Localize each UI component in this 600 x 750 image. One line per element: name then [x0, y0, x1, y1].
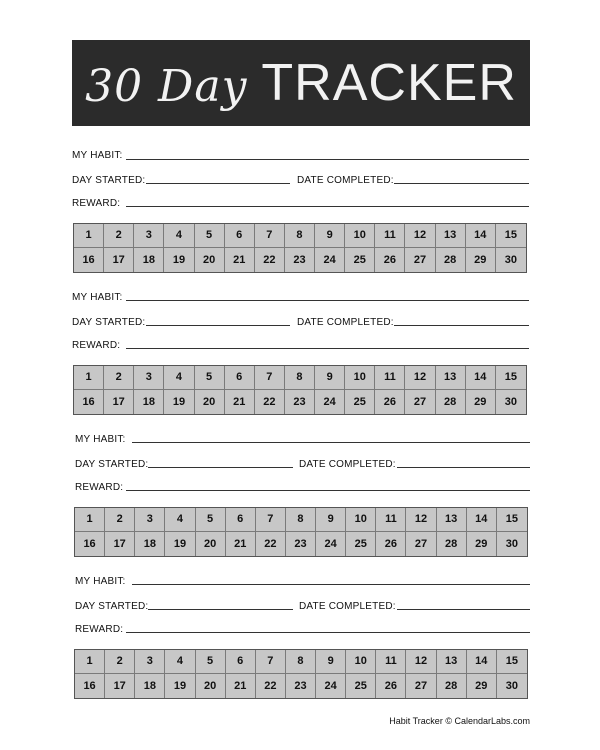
day-cell[interactable]: 8 — [285, 366, 315, 390]
day-cell[interactable]: 9 — [316, 508, 346, 532]
my-habit-label-4: MY HABIT: — [75, 576, 126, 587]
day-cell[interactable]: 14 — [466, 224, 496, 248]
day-cell[interactable]: 2 — [104, 224, 134, 248]
day-cell[interactable]: 16 — [75, 674, 105, 698]
date-completed-line-4[interactable] — [397, 609, 530, 610]
title-banner — [72, 40, 530, 126]
day-cell[interactable]: 9 — [316, 650, 346, 674]
my-habit-line-4[interactable] — [132, 584, 530, 585]
day-cell[interactable]: 20 — [195, 248, 225, 272]
day-cell[interactable]: 21 — [226, 532, 256, 556]
day-cell[interactable]: 12 — [405, 224, 435, 248]
day-cell[interactable]: 14 — [466, 366, 496, 390]
day-cell[interactable]: 29 — [466, 390, 496, 414]
day-cell[interactable]: 26 — [376, 532, 406, 556]
day-cell[interactable]: 16 — [74, 390, 104, 414]
day-cell[interactable]: 29 — [466, 248, 496, 272]
day-cell[interactable]: 28 — [437, 532, 467, 556]
day-cell[interactable]: 5 — [196, 508, 226, 532]
day-cell[interactable]: 30 — [496, 248, 526, 272]
day-cell[interactable]: 10 — [346, 650, 376, 674]
day-cell[interactable]: 3 — [135, 650, 165, 674]
day-cell[interactable]: 27 — [406, 674, 436, 698]
day-cell[interactable]: 28 — [437, 674, 467, 698]
day-cell[interactable]: 3 — [134, 224, 164, 248]
day-started-label-3: DAY STARTED: — [75, 459, 149, 470]
day-cell[interactable]: 24 — [316, 674, 346, 698]
day-cell[interactable]: 15 — [496, 366, 526, 390]
date-completed-label-2: DATE COMPLETED: — [297, 317, 394, 328]
day-grid-1 — [73, 223, 527, 273]
day-cell[interactable]: 20 — [196, 674, 226, 698]
day-cell[interactable]: 30 — [497, 674, 527, 698]
day-cell[interactable]: 29 — [467, 674, 497, 698]
day-cell[interactable]: 18 — [134, 248, 164, 272]
day-grid-4 — [74, 649, 528, 699]
day-cell[interactable]: 8 — [286, 508, 316, 532]
day-cell[interactable]: 26 — [375, 390, 405, 414]
day-cell[interactable]: 6 — [226, 508, 256, 532]
day-cell[interactable]: 19 — [164, 248, 194, 272]
day-cell[interactable]: 19 — [164, 390, 194, 414]
day-cell[interactable]: 24 — [315, 248, 345, 272]
day-cell[interactable]: 7 — [256, 650, 286, 674]
day-cell[interactable]: 23 — [286, 674, 316, 698]
day-cell[interactable]: 21 — [225, 248, 255, 272]
day-cell[interactable]: 28 — [436, 248, 466, 272]
day-cell[interactable]: 1 — [75, 508, 105, 532]
day-cell[interactable]: 15 — [497, 650, 527, 674]
day-cell[interactable]: 11 — [375, 366, 405, 390]
day-cell[interactable]: 1 — [74, 366, 104, 390]
day-cell[interactable]: 3 — [135, 508, 165, 532]
day-cell[interactable]: 7 — [255, 224, 285, 248]
day-cell[interactable]: 15 — [496, 224, 526, 248]
date-completed-label-4: DATE COMPLETED: — [299, 601, 396, 612]
day-cell[interactable]: 12 — [406, 650, 436, 674]
my-habit-line-3[interactable] — [132, 442, 530, 443]
day-cell[interactable]: 25 — [346, 674, 376, 698]
reward-line-2[interactable] — [126, 348, 529, 349]
day-cell[interactable]: 30 — [496, 390, 526, 414]
day-cell[interactable]: 5 — [195, 224, 225, 248]
day-cell[interactable]: 12 — [405, 366, 435, 390]
day-cell[interactable]: 24 — [316, 532, 346, 556]
day-cell[interactable]: 21 — [226, 674, 256, 698]
reward-line-3[interactable] — [126, 490, 530, 491]
day-cell[interactable]: 3 — [134, 366, 164, 390]
day-cell[interactable]: 5 — [196, 650, 226, 674]
day-cell[interactable]: 2 — [105, 650, 135, 674]
day-cell[interactable]: 6 — [225, 366, 255, 390]
day-cell[interactable]: 10 — [345, 224, 375, 248]
day-cell[interactable]: 2 — [105, 508, 135, 532]
day-started-line-1[interactable] — [146, 183, 290, 184]
day-cell[interactable]: 22 — [256, 674, 286, 698]
day-cell[interactable]: 17 — [105, 674, 135, 698]
reward-label-4: REWARD: — [75, 624, 124, 635]
day-cell[interactable]: 13 — [437, 650, 467, 674]
day-cell[interactable]: 18 — [135, 532, 165, 556]
day-cell[interactable]: 22 — [255, 390, 285, 414]
day-cell[interactable]: 17 — [104, 390, 134, 414]
date-completed-label-1: DATE COMPLETED: — [297, 175, 394, 186]
date-completed-line-2[interactable] — [394, 325, 529, 326]
day-cell[interactable]: 15 — [497, 508, 527, 532]
day-started-line-3[interactable] — [148, 467, 293, 468]
day-cell[interactable]: 21 — [225, 390, 255, 414]
day-cell[interactable]: 30 — [497, 532, 527, 556]
day-cell[interactable]: 16 — [74, 248, 104, 272]
day-cell[interactable]: 19 — [165, 674, 195, 698]
day-cell[interactable]: 25 — [346, 532, 376, 556]
day-cell[interactable]: 27 — [406, 532, 436, 556]
day-cell[interactable]: 23 — [285, 248, 315, 272]
day-grid-3 — [74, 507, 528, 557]
day-cell[interactable]: 20 — [196, 532, 226, 556]
day-cell[interactable]: 5 — [195, 366, 225, 390]
day-cell[interactable]: 8 — [286, 650, 316, 674]
my-habit-line-1[interactable] — [126, 159, 529, 160]
day-cell[interactable]: 19 — [165, 532, 195, 556]
day-cell[interactable]: 17 — [105, 532, 135, 556]
day-started-line-2[interactable] — [146, 325, 290, 326]
day-cell[interactable]: 29 — [467, 532, 497, 556]
date-completed-label-3: DATE COMPLETED: — [299, 459, 396, 470]
day-cell[interactable]: 7 — [255, 366, 285, 390]
date-completed-line-3[interactable] — [397, 467, 530, 468]
title-script-text: 30 Day — [85, 61, 248, 112]
day-cell[interactable]: 4 — [164, 366, 194, 390]
day-cell[interactable]: 26 — [376, 674, 406, 698]
my-habit-label-1: MY HABIT: — [72, 150, 123, 161]
day-cell[interactable]: 18 — [135, 674, 165, 698]
day-started-line-4[interactable] — [148, 609, 293, 610]
day-cell[interactable]: 23 — [285, 390, 315, 414]
reward-line-4[interactable] — [126, 632, 530, 633]
day-cell[interactable]: 25 — [345, 248, 375, 272]
day-cell[interactable]: 24 — [315, 390, 345, 414]
day-cell[interactable]: 22 — [256, 532, 286, 556]
my-habit-line-2[interactable] — [126, 300, 529, 301]
day-cell[interactable]: 4 — [165, 650, 195, 674]
day-cell[interactable]: 17 — [104, 248, 134, 272]
day-cell[interactable]: 18 — [134, 390, 164, 414]
day-cell[interactable]: 28 — [436, 390, 466, 414]
day-cell[interactable]: 4 — [164, 224, 194, 248]
footer-credit: Habit Tracker © CalendarLabs.com — [389, 716, 530, 726]
day-cell[interactable]: 13 — [436, 224, 466, 248]
day-cell[interactable]: 26 — [375, 248, 405, 272]
my-habit-label-3: MY HABIT: — [75, 434, 126, 445]
day-cell[interactable]: 14 — [467, 650, 497, 674]
day-cell[interactable]: 10 — [346, 508, 376, 532]
day-cell[interactable]: 13 — [437, 508, 467, 532]
day-cell[interactable]: 22 — [255, 248, 285, 272]
day-cell[interactable]: 6 — [225, 224, 255, 248]
day-cell[interactable]: 12 — [406, 508, 436, 532]
day-cell[interactable]: 11 — [376, 650, 406, 674]
date-completed-line-1[interactable] — [394, 183, 529, 184]
day-cell[interactable]: 14 — [467, 508, 497, 532]
reward-label-1: REWARD: — [72, 198, 121, 209]
day-cell[interactable]: 9 — [315, 224, 345, 248]
day-cell[interactable]: 20 — [195, 390, 225, 414]
day-cell[interactable]: 8 — [285, 224, 315, 248]
reward-line-1[interactable] — [126, 206, 529, 207]
day-cell[interactable]: 11 — [375, 224, 405, 248]
day-started-label-4: DAY STARTED: — [75, 601, 149, 612]
title-main-text: TRACKER — [261, 54, 517, 112]
day-cell[interactable]: 27 — [405, 390, 435, 414]
day-started-label-1: DAY STARTED: — [72, 175, 146, 186]
day-cell[interactable]: 9 — [315, 366, 345, 390]
reward-label-3: REWARD: — [75, 482, 124, 493]
day-cell[interactable]: 2 — [104, 366, 134, 390]
day-cell[interactable]: 7 — [256, 508, 286, 532]
day-started-label-2: DAY STARTED: — [72, 317, 146, 328]
day-cell[interactable]: 16 — [75, 532, 105, 556]
day-cell[interactable]: 23 — [286, 532, 316, 556]
day-cell[interactable]: 13 — [436, 366, 466, 390]
day-cell[interactable]: 1 — [74, 224, 104, 248]
day-cell[interactable]: 1 — [75, 650, 105, 674]
day-cell[interactable]: 4 — [165, 508, 195, 532]
day-cell[interactable]: 25 — [345, 390, 375, 414]
day-cell[interactable]: 11 — [376, 508, 406, 532]
reward-label-2: REWARD: — [72, 340, 121, 351]
my-habit-label-2: MY HABIT: — [72, 292, 123, 303]
day-grid-2 — [73, 365, 527, 415]
day-cell[interactable]: 27 — [405, 248, 435, 272]
day-cell[interactable]: 6 — [226, 650, 256, 674]
day-cell[interactable]: 10 — [345, 366, 375, 390]
